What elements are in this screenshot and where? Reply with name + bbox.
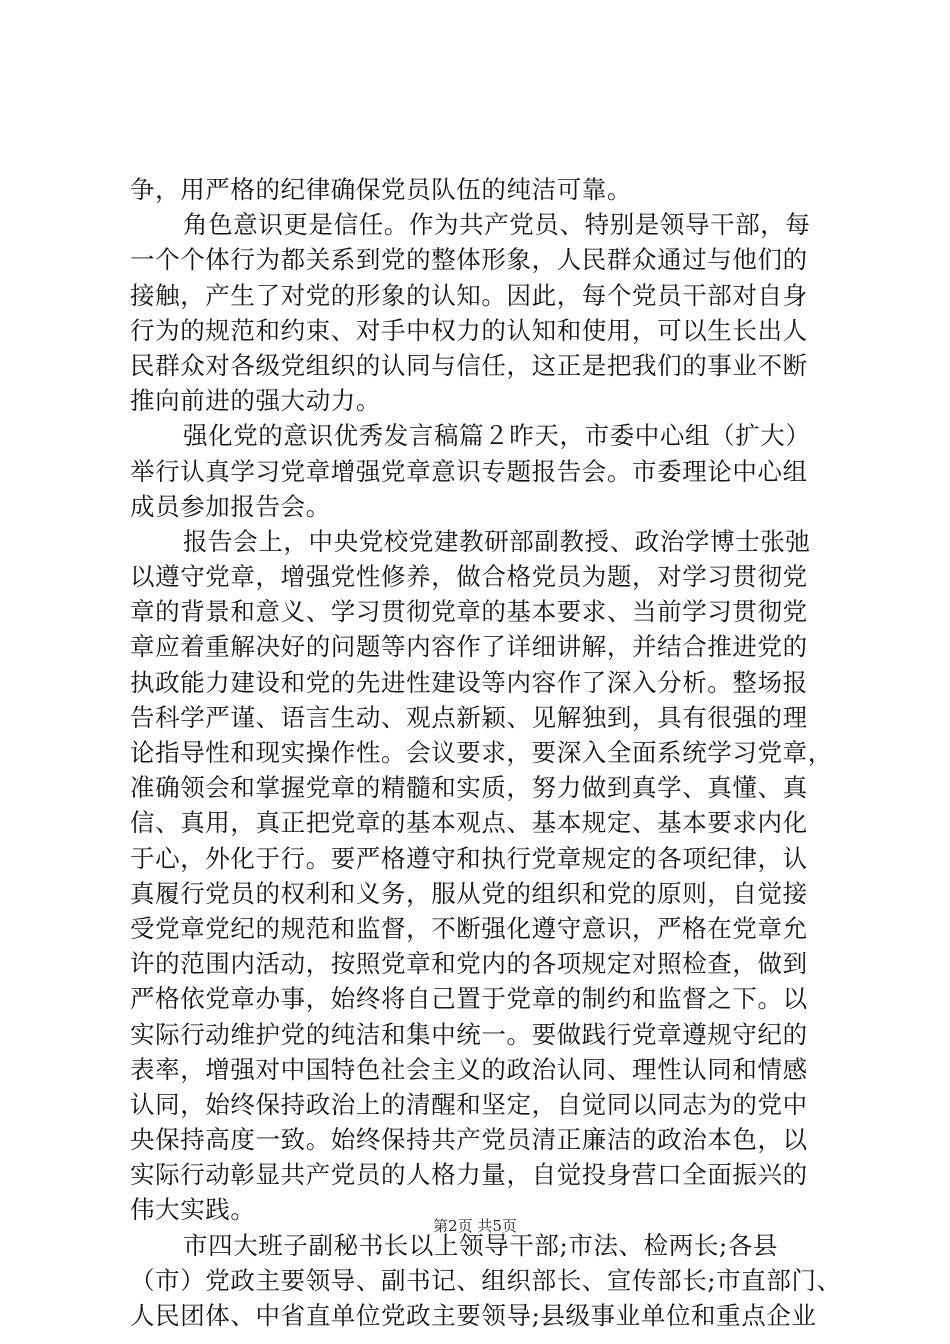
text-line: 严格依党章办事，始终将自己置于党章的制约和监督之下。以	[130, 984, 808, 1014]
text-line: 章的背景和意义、学习贯彻党章的基本要求、当前学习贯彻党	[130, 597, 808, 627]
text-line: 表率，增强对中国特色社会主义的政治认同、理性认同和情感	[130, 1054, 808, 1084]
text-line: 人民团体、中省直单位党政主要领导;县级事业单位和重点企业	[130, 1301, 817, 1330]
text-line: 于心，外化于行。要严格遵守和执行党章规定的各项纪律，认	[130, 843, 808, 873]
text-line: 一个个体行为都关系到党的整体形象，人民群众通过与他们的	[130, 245, 808, 275]
text-line: 推向前进的强大动力。	[130, 386, 381, 416]
text-line: 准确领会和掌握党章的精髓和实质，努力做到真学、真懂、真	[130, 773, 808, 803]
page-number: 第2页 共5页	[433, 1217, 517, 1235]
text-line: 受党章党纪的规范和监督，不断强化遵守意识，严格在党章允	[130, 913, 808, 943]
text-line: 行为的规范和约束、对手中权力的认知和使用，可以生长出人	[130, 315, 808, 345]
text-line: 实际行动彰显共产党员的人格力量，自觉投身营口全面振兴的	[130, 1160, 808, 1190]
text-line: 许的范围内活动，按照党章和党内的各项规定对照检查，做到	[130, 949, 808, 979]
text-line: 信、真用，真正把党章的基本观点、基本规定、基本要求内化	[130, 808, 808, 838]
text-line: 报告会上，中央党校党建教研部副教授、政治学博士张弛	[183, 526, 811, 556]
text-line: 认同，始终保持政治上的清醒和坚定，自觉同以同志为的党中	[130, 1089, 808, 1119]
text-line: 角色意识更是信任。作为共产党员、特别是领导干部，每	[183, 210, 811, 240]
text-line: 接触，产生了对党的形象的认知。因此，每个党员干部对自身	[130, 280, 808, 310]
text-line: 以遵守党章，增强党性修养，做合格党员为题，对学习贯彻党	[130, 562, 808, 592]
text-line: 举行认真学习党章增强党章意识专题报告会。市委理论中心组	[130, 456, 808, 486]
text-line: 章应着重解决好的问题等内容作了详细讲解，并结合推进党的	[130, 632, 808, 662]
text-line: 强化党的意识优秀发言稿篇２昨天，市委中心组（扩大）	[183, 421, 811, 451]
text-line: 成员参加报告会。	[130, 491, 331, 521]
text-line: 真履行党员的权利和义务，服从党的组织和党的原则，自觉接	[130, 878, 808, 908]
text-line: 实际行动维护党的纯洁和集中统一。要做践行党章遵规守纪的	[130, 1019, 808, 1049]
text-line: 民群众对各级党组织的认同与信任，这正是把我们的事业不断	[130, 350, 808, 380]
text-line: 伟大实践。	[130, 1195, 256, 1225]
text-line: （市）党政主要领导、副书记、组织部长、宣传部长;市直部门、	[130, 1265, 842, 1295]
text-line: 市四大班子副秘书长以上领导干部;市法、检两长;各县	[183, 1230, 779, 1260]
text-line: 执政能力建设和党的先进性建设等内容作了深入分析。整场报	[130, 667, 808, 697]
text-line: 争，用严格的纪律确保党员队伍的纯洁可靠。	[130, 175, 632, 204]
text-line: 论指导性和现实操作性。会议要求，要深入全面系统学习党章，	[130, 738, 833, 767]
body-text	[130, 172, 842, 1333]
text-line: 告科学严谨、语言生动、观点新颖、见解独到，具有很强的理	[130, 702, 808, 732]
text-line: 央保持高度一致。始终保持共产党员清正廉洁的政治本色，以	[130, 1125, 808, 1155]
